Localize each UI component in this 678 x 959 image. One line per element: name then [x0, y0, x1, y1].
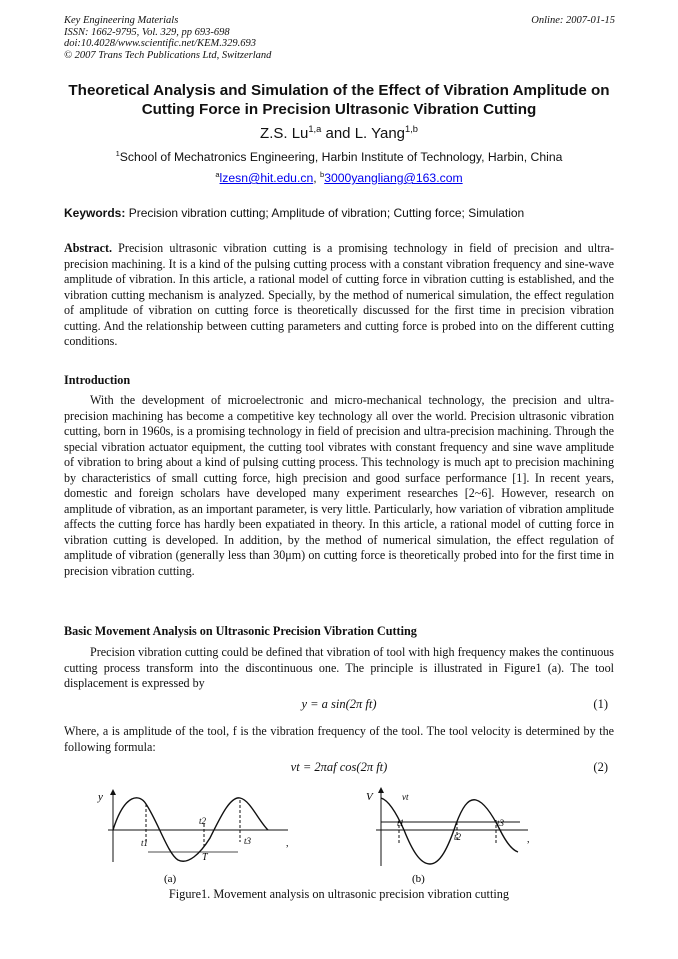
fig-b-velocity-curve — [381, 798, 518, 864]
online-date: Online: 2007-01-15 — [531, 15, 615, 26]
figure-1 — [0, 782, 678, 902]
journal-meta — [64, 15, 271, 61]
author-1: Z.S. Lu — [260, 125, 309, 142]
fig-b-V-label: V — [366, 791, 373, 803]
email-b-sup: b — [320, 169, 325, 179]
equation-2-number: (2) — [593, 760, 608, 774]
section2-heading: Basic Movement Analysis on Ultrasonic Precision Vibration Cutting — [64, 624, 417, 638]
fig-b-vt-label: vt — [402, 792, 409, 802]
fig-a-panel-label: (a) — [164, 873, 177, 885]
affiliation — [0, 150, 678, 164]
abstract-text: Precision ultrasonic vibration cutting is a promising technology in field of precision and ultra-precision machining. It is a kind of the pulsing cutting process with a constant vibration frequency and sine-wave amplitude of vibration. In this article, a rational model of cutting force in vibration cutting is established, and the vibration cutting mechanism is analyzed. Specially, by the method of numerical simulation, the effect regulation of amplitude of vibration on cutting force is theoretically discussed for the first time in precision vibration cutting. And the relationship between cutting parameters and cutting force is probed into on the different cutting conditions. — [64, 241, 614, 348]
section2-para2: Where, a is amplitude of the tool, f is the vibration frequency of the tool. The tool velocity is determined by the following formula: — [64, 724, 614, 754]
affiliation-text: School of Mechatronics Engineering, Harbin Institute of Technology, Harbin, China — [119, 150, 563, 164]
fig-a-t1-label: t1 — [141, 838, 149, 848]
fig-b-axis-dot: , — [527, 834, 530, 845]
paper-title: Theoretical Analysis and Simulation of the Effect of Vibration Amplitude on Cutting Force in Precision Ultrasonic Vibration Cutting — [68, 82, 610, 118]
email-b-link[interactable]: 3000yangliang@163.com — [324, 171, 463, 185]
abstract — [64, 241, 614, 350]
author-2: L. Yang — [354, 125, 406, 142]
abstract-label: Abstract. — [64, 241, 113, 255]
figure-1b — [366, 790, 530, 885]
equation-1-expr: y = a sin(2π ft) — [301, 697, 377, 711]
author-2-sup: 1,b — [405, 124, 418, 134]
section2-para1: Precision vibration cutting could be defined that vibration of tool with high frequency makes the continuous cutting process transform into the discontinuous one. The principle is illustrated in Figure1 (a). The tool displacement is expressed by — [64, 645, 614, 690]
emails — [0, 171, 678, 185]
fig-a-period-label: T — [202, 852, 208, 863]
figure-1a — [97, 791, 289, 885]
fig-a-t2-label: t2 — [199, 816, 207, 826]
author-1-sup: 1,a — [308, 124, 322, 134]
fig-a-axis-dot: , — [286, 838, 289, 849]
equation-1-number: (1) — [593, 697, 608, 711]
copyright: © 2007 Trans Tech Publications Ltd, Switzerland — [64, 49, 272, 61]
fig-a-t3-label: t3 — [244, 836, 252, 846]
email-a-sup: a — [215, 169, 220, 179]
journal-name: Key Engineering Materials — [64, 15, 179, 26]
fig-b-panel-label: (b) — [412, 873, 425, 885]
fig-a-y-label: y — [98, 791, 103, 803]
authors — [0, 125, 678, 142]
issn: ISSN: 1662-9795, Vol. 329, pp 693-698 — [64, 26, 230, 38]
introduction-text: With the development of microelectronic and micro-mechanical technology, the precision and ultra-precision machining has become a competitive key technology all over the world. Precision ultrasonic vibration cutting, born in 1960s, is a promising technology in field of precision and ultra-precision machining. Through the special vibration actuator equipment, the cutting tool vibrates with constant frequency and sine wave amplitude of vibration to bring about a kind of pulsing cutting process. This technology is much apt to precision machining by characteristics of small cutting force, high precision and good surface performance [1]. In recent years, domestic and foreign scholars have developed many experiment researches [2~6]. However, research on amplitude of vibration, as an important parameter, is very little. Particularly, how variation of vibration amplitude affects the cutting force has hardly been expatiated in theory. In this article, a rational model of cutting force in vibration cutting is developed. In addition, by the method of numerical simulation, the effect regulation of amplitude of vibration (generally less than 30μm) on cutting force is theoretically probed into for the first time in precision vibration cutting. — [64, 393, 614, 578]
fig-b-t3-label: t3 — [497, 818, 505, 828]
affiliation-sup: 1 — [115, 148, 120, 158]
keywords-label: Keywords: — [64, 206, 126, 220]
doi: doi:10.4028/www.scientific.net/KEM.329.693 — [64, 38, 256, 50]
fig-b-t1-label: t1 — [397, 818, 405, 828]
email-sep: , — [313, 171, 321, 185]
keywords — [64, 206, 524, 220]
author-and: and — [321, 125, 355, 142]
email-a-link[interactable]: lzesn@hit.edu.cn — [219, 171, 314, 185]
figure-1-caption: Figure1. Movement analysis on ultrasonic precision vibration cutting — [168, 887, 510, 901]
fig-b-t2-label: t2 — [454, 832, 462, 842]
equation-2-expr: vt = 2πaf cos(2π ft) — [290, 760, 388, 774]
introduction-heading: Introduction — [64, 373, 131, 387]
keywords-text: Precision vibration cutting; Amplitude of vibration; Cutting force; Simulation — [125, 206, 525, 220]
